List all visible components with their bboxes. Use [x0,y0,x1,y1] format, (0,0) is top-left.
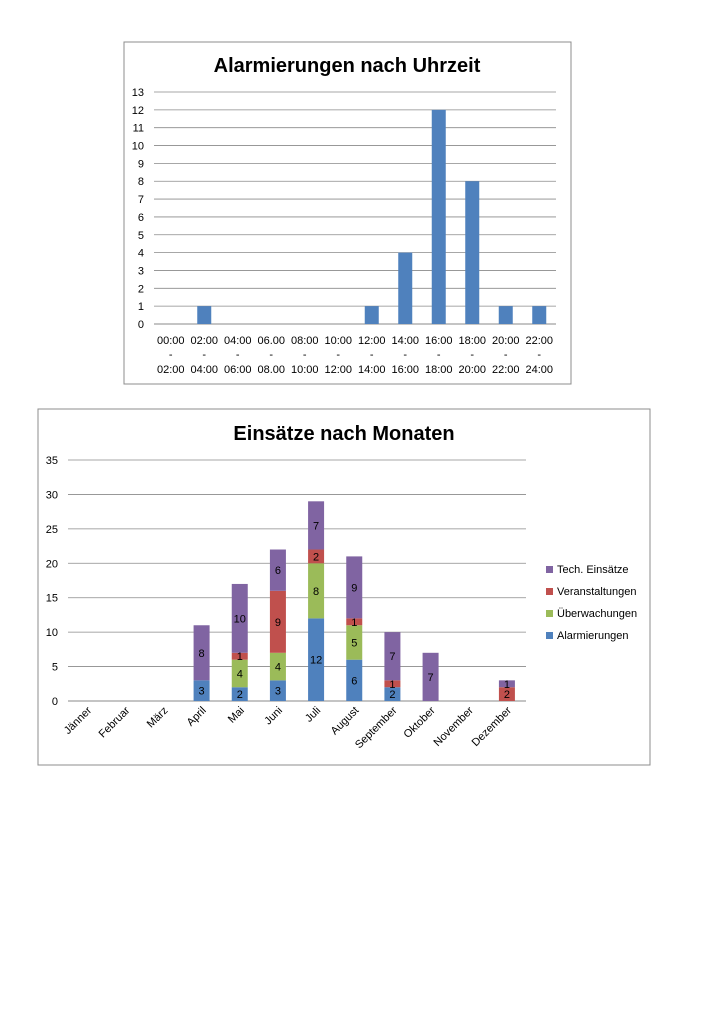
chart1-ytick-label: 2 [137,283,144,296]
chart1-title: Alarmierungen nach Uhrzeit [213,55,481,77]
chart1-xtick-label: - [168,349,173,361]
chart1-xtick-label: - [302,349,307,361]
chart1-ytick-label: 11 [132,122,144,135]
chart2-data-label: 1 [503,678,510,691]
chart1-xtick-label: 06:00 [223,364,252,376]
chart1-ytick-label: 3 [137,265,144,278]
chart2-data-label: 8 [198,647,205,660]
chart1-xtick-label: 20:00 [491,335,520,347]
chart2-data-label: 12 [309,654,323,667]
hourly-alarm-chart [124,42,571,384]
chart1-xtick-label: 18:00 [458,335,487,347]
chart1-xtick-label: 12:00 [324,364,353,376]
chart1-xtick-label: 04:00 [190,364,219,376]
chart1-xtick-label: 24:00 [525,364,554,376]
chart2-xtick-label: Mai [225,704,247,726]
chart1-xtick-label: - [269,349,274,361]
chart2-data-label: 7 [427,671,434,684]
chart2-data-label: 5 [351,637,358,650]
chart1-xtick-label: 20:00 [458,364,487,376]
chart2-data-label: 9 [274,616,281,629]
chart2-data-label: 3 [198,685,205,698]
legend-label: Alarmierungen [557,630,629,642]
legend-swatch [546,610,553,617]
chart2-title: Einsätze nach Monaten [233,423,455,445]
chart1-xtick-label: - [403,349,408,361]
chart1-xtick-label: 16:00 [424,335,453,347]
chart2-ytick-label: 5 [51,661,58,674]
chart1-xtick-label: 12:00 [357,335,386,347]
chart2-ytick-label: 35 [45,455,58,467]
chart2-data-label: 2 [389,689,396,702]
chart1-bar [197,306,211,324]
chart1-frame [124,42,571,384]
chart1-ytick-label: 12 [131,104,144,117]
chart1-bar [365,306,379,324]
chart1-xtick-label: - [537,349,542,361]
legend-label: Veranstaltungen [557,586,637,598]
chart2-xtick-label: Juli [303,704,324,725]
chart1-xtick-label: 14:00 [357,364,386,376]
chart1-ytick-label: 7 [137,194,144,207]
chart1-bar [465,181,479,324]
chart2-data-label: 1 [236,651,243,664]
chart2-ytick-label: 30 [45,489,58,502]
chart2-xtick-label: Februar [96,704,133,741]
chart1-ytick-label: 6 [137,211,144,224]
chart1-xtick-label: 08.00 [257,364,286,376]
chart2-xtick-label: Dezember [469,704,515,750]
chart1-xtick-label: 22:00 [525,335,554,347]
chart2-data-label: 10 [233,613,246,626]
chart2-xtick-label: Oktober [401,704,438,741]
chart2-xtick-label: Jänner [61,704,95,737]
chart1-xtick-label: - [202,349,207,361]
chart1-xtick-label: 04:00 [223,335,252,347]
chart2-xtick-label: März [144,704,171,731]
chart2-data-label: 4 [274,661,281,674]
chart1-ytick-label: 1 [137,301,144,314]
chart2-data-label: 8 [313,585,320,598]
chart1-xtick-label: 08:00 [290,335,319,347]
chart2-data-label: 2 [503,689,510,702]
chart1-xtick-label: 22:00 [491,364,520,376]
chart2-ytick-label: 20 [45,558,58,571]
chart2-data-label: 9 [351,582,358,595]
chart1-xtick-label: 14:00 [391,335,420,347]
chart1-bar [532,306,546,324]
chart2-data-label: 4 [236,668,243,681]
chart2-xtick-label: November [431,704,476,750]
chart1-bar [398,253,412,324]
chart1-ytick-label: 4 [137,247,144,260]
legend-label: Überwachungen [557,608,638,620]
chart2-xtick-label: September [353,704,400,752]
chart2-data-label: 3 [274,685,281,698]
chart2-xtick-label: Juni [262,704,286,728]
chart1-ytick-label: 8 [137,176,144,189]
chart1-xtick-label: - [436,349,441,361]
chart2-ytick-label: 25 [45,523,58,536]
chart2-ytick-label: 0 [51,696,58,708]
chart1-xtick-label: 06.00 [257,335,286,347]
chart1-bar [499,306,513,324]
chart2-data-label: 7 [389,651,396,664]
chart2-data-label: 1 [351,616,358,629]
chart1-xtick-label: 00:00 [156,335,185,347]
chart2-data-label: 7 [313,520,320,533]
chart1-bar [432,110,446,324]
chart1-xtick-label: - [369,349,374,361]
chart1-xtick-label: 10:00 [324,335,353,347]
chart2-data-label: 6 [274,565,281,578]
chart1-xtick-label: - [336,349,341,361]
chart1-ytick-label: 13 [131,87,144,99]
chart1-xtick-label: - [470,349,475,361]
chart1-ytick-label: 5 [137,229,144,242]
chart1-ytick-label: 9 [137,158,144,171]
chart1-ytick-label: 0 [137,319,144,331]
chart2-data-label: 6 [351,675,358,688]
legend-swatch [546,588,553,595]
chart1-xtick-label: 02:00 [156,364,185,376]
chart1-xtick-label: 10:00 [290,364,319,376]
chart1-xtick-label: 16:00 [391,364,420,376]
chart1-ytick-label: 10 [131,140,144,153]
legend-label: Tech. Einsätze [557,564,629,576]
chart1-xtick-label: - [235,349,240,361]
chart2-data-label: 1 [389,678,396,691]
chart2-ytick-label: 10 [45,627,58,640]
legend-swatch [546,566,553,573]
chart2-data-label: 2 [236,689,243,702]
chart1-xtick-label: - [503,349,508,361]
chart2-xtick-label: April [184,704,209,729]
legend-swatch [546,632,553,639]
monthly-missions-chart [38,409,650,765]
chart2-ytick-label: 15 [45,592,58,605]
chart2-xtick-label: August [328,704,362,738]
chart2-data-label: 2 [313,551,320,564]
chart1-xtick-label: 18:00 [424,364,453,376]
chart1-xtick-label: 02:00 [190,335,219,347]
